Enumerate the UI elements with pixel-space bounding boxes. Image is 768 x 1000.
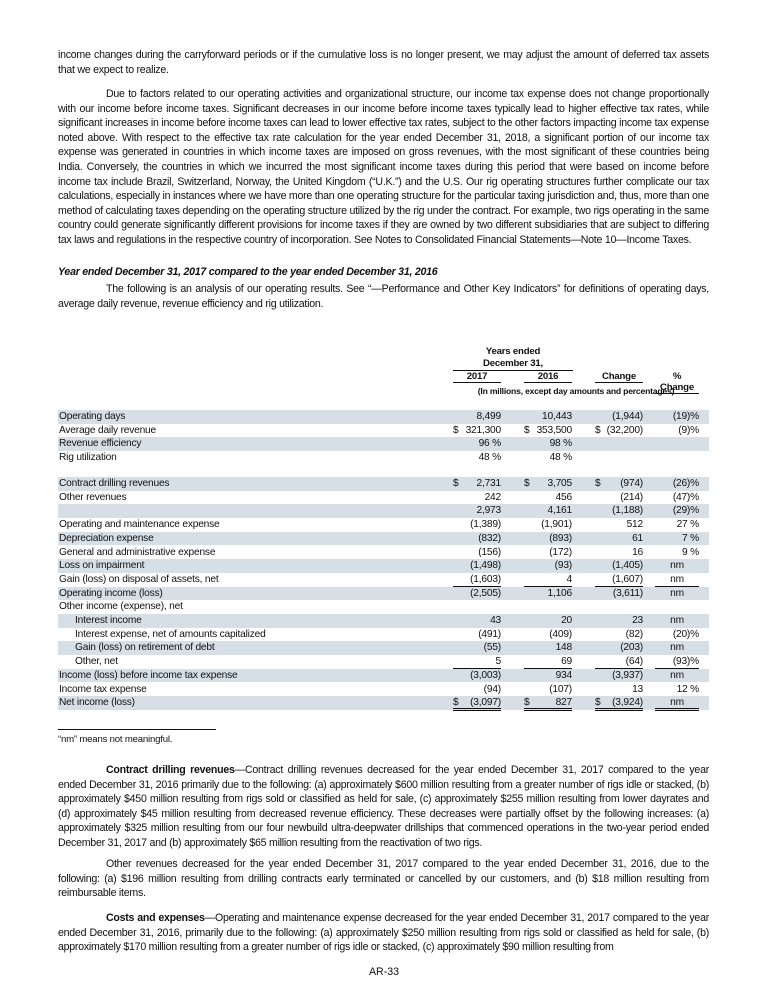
row-label: Operating days	[59, 411, 126, 422]
cell-value: (1,389)	[470, 519, 501, 531]
value-2017	[453, 410, 501, 423]
value-2017	[453, 669, 501, 682]
table-row	[58, 451, 709, 465]
text-costs-and-expenses: —Operating and maintenance expense decreased for the year ended December 31, 2017 compared to the year ended December 31, 2016, primarily due to the following: (a) approximately $250 million resulting from rigs sold or classified as held for sale, (b) approximately $170 million resulting from a greater number of rigs idle or stacked, (c) approximately $90 million resulting from	[58, 912, 709, 954]
value-2017	[453, 559, 501, 572]
value-2016	[524, 587, 572, 600]
cell-value: 12 %	[676, 683, 699, 695]
cell-value: 23	[632, 615, 643, 626]
cell-value: nm	[670, 573, 684, 585]
value-pct-change	[655, 696, 699, 711]
row-label: Operating income (loss)	[59, 587, 163, 599]
header-december-31: December 31,	[483, 358, 543, 369]
cell-value: 512	[626, 519, 643, 531]
cell-value: 3,705	[547, 478, 572, 489]
row-label: Income tax expense	[59, 683, 147, 695]
cell-value: nm	[670, 615, 684, 626]
cell-value: (974)	[620, 478, 643, 489]
cell-value: 2,973	[476, 505, 501, 517]
value-2016	[524, 573, 572, 587]
value-2016	[524, 437, 572, 450]
value-2017	[453, 437, 501, 450]
value-change	[595, 477, 643, 490]
cell-value: 827	[555, 697, 572, 709]
value-2016	[524, 477, 572, 490]
value-pct-change	[655, 424, 699, 437]
cell-value: (3,937)	[612, 669, 643, 681]
cell-value: (832)	[478, 532, 501, 544]
value-2016	[524, 628, 572, 641]
header-years-ended: Years ended	[485, 346, 541, 357]
cell-value: 10,443	[542, 411, 572, 422]
table-row	[58, 683, 709, 697]
cell-value: 353,500	[536, 424, 572, 436]
cell-value: (893)	[549, 532, 572, 544]
row-label: Depreciation expense	[59, 532, 154, 544]
cell-value: (203)	[620, 642, 643, 654]
value-2016	[524, 518, 572, 531]
currency-symbol: $	[453, 424, 459, 436]
paragraph-costs-and-expenses	[58, 911, 709, 955]
currency-symbol: $	[524, 697, 530, 709]
value-2016	[524, 504, 572, 517]
value-pct-change	[655, 546, 699, 559]
value-change	[595, 451, 643, 464]
table-row	[58, 546, 709, 560]
cell-value: (409)	[549, 628, 572, 640]
cell-value: 7 %	[682, 532, 699, 544]
paragraph-other-revenues: Other revenues decreased for the year ended December 31, 2017 compared to the year ended December 31, 2016, due to the following: (a) $196 million resulting from drilling contracts early terminated or cancelled by our customers, and (b) $18 million resulting from reimbursable items.	[58, 858, 709, 900]
row-label: Income (loss) before income tax expense	[59, 669, 238, 681]
value-change	[595, 683, 643, 697]
cell-value: (3,003)	[470, 669, 501, 681]
cell-value: nm	[670, 587, 684, 599]
currency-symbol: $	[595, 424, 601, 436]
row-label: General and administrative expense	[59, 546, 216, 558]
value-2017	[453, 655, 501, 669]
table-row	[58, 477, 709, 491]
cell-value: (2,505)	[470, 587, 501, 599]
cell-value: 48 %	[549, 452, 572, 464]
table-row	[58, 559, 709, 573]
cell-value: 27 %	[676, 519, 699, 531]
value-pct-change	[655, 669, 699, 682]
cell-value: 242	[484, 491, 501, 503]
cell-value: 8,499	[476, 411, 501, 422]
row-label: Revenue efficiency	[59, 438, 142, 450]
value-change	[595, 573, 643, 587]
cell-value: (19)%	[672, 411, 699, 422]
value-pct-change	[655, 491, 699, 505]
cell-value: (214)	[620, 491, 643, 503]
row-label: Other income (expense), net	[59, 601, 183, 613]
header-group	[453, 346, 573, 370]
row-label: Operating and maintenance expense	[59, 519, 220, 531]
cell-value: 98 %	[549, 438, 572, 450]
table-row	[58, 410, 709, 424]
cell-value: (55)	[483, 642, 501, 654]
value-pct-change	[655, 518, 699, 531]
footnote: “nm” means not meaningful.	[58, 734, 173, 745]
text-contract-drilling-revenues: —Contract drilling revenues decreased for the year ended December 31, 2017 compared to the year ended December 31, 2016 primarily due to the following: (a) approximately $600 million resulting from a greater number of rigs idle or stacked, (b) approximately $450 million resulting from rigs sold or classified as held for sale, (c) approximately $255 million resulting from lower dayrates and (d) approximately $45 million resulting from decreased revenue efficiency. These decreases were partially offset by the following increases: (a) approximately $325 million resulting from our four newbuild ultra-deepwater drillships that commenced operations in the two-year period ended December 31, 2017 and (b) approximately $65 million resulting from the reactivation of two rigs.	[58, 764, 709, 849]
row-label: Other, net	[75, 656, 118, 668]
value-change	[595, 437, 643, 450]
paragraph-income-tax-expense: Due to factors related to our operating activities and organizational structure, our income tax expense does not change proportionally with our income before income taxes. Significant decreases in our income before income taxes typically lead to higher effective tax rates, while significant increases in income before income taxes can lead to lower effective tax rates, subject to the other factors impacting income tax expense noted above. With respect to the effective tax rate calculation for the year ended December 31, 2018, a significant portion of our income tax expense was generated in countries in which income taxes are imposed on gross revenues, with the most significant of these countries being India. Conversely, the countries in which we incurred the most significant income taxes during this period that were based on income before income tax include Brazil, Switzerland, Norway, the United Kingdom (“U.K.”) and the U.S. Our rig operating structures further complicate our tax calculations, especially in instances where we have more than one operating structure for the particular taxing jurisdiction and, thus, more than one method of calculating taxes depending on the operating structure utilized by the rig under the contract. For example, two rigs operating in the same country could generate significantly different provisions for income taxes if they are owned by two different subsidiaries that are subject to differing tax laws and regulations in the respective country of incorporation. See Notes to Consolidated Financial Statements—Note 10—Income Taxes.	[58, 88, 709, 246]
value-2017	[453, 641, 501, 654]
row-label: Contract drilling revenues	[59, 478, 170, 489]
row-label: Interest expense, net of amounts capitalized	[75, 628, 266, 640]
row-label: Interest income	[75, 615, 142, 626]
value-2017	[453, 477, 501, 490]
cell-value: (94)	[483, 683, 501, 695]
table-row	[58, 614, 709, 628]
value-change	[595, 546, 643, 559]
paragraph-analysis-intro: The following is an analysis of our operating results. See “—Performance and Other Key Indicators” for definitions of operating days, average daily revenue, revenue efficiency and rig utilization.	[58, 283, 709, 310]
cell-value: (26)%	[672, 478, 699, 489]
value-change	[595, 491, 643, 505]
row-label: Rig utilization	[59, 452, 117, 464]
value-pct-change	[655, 410, 699, 423]
currency-symbol: $	[453, 478, 459, 489]
row-label: Gain (loss) on disposal of assets, net	[59, 573, 219, 585]
table-row	[58, 437, 709, 451]
value-change	[595, 655, 643, 669]
cell-value: nm	[670, 560, 684, 572]
value-2017	[453, 628, 501, 641]
value-change	[595, 424, 643, 437]
value-2016	[524, 669, 572, 682]
heading-costs-and-expenses: Costs and expenses	[106, 912, 205, 924]
cell-value: (3,097)	[470, 697, 501, 709]
cell-value: (107)	[549, 683, 572, 695]
value-pct-change	[655, 655, 699, 669]
currency-symbol: $	[453, 697, 459, 709]
value-2016	[524, 641, 572, 654]
col-header-pct-change: % Change	[655, 371, 699, 394]
value-pct-change	[655, 614, 699, 627]
value-change	[595, 614, 643, 627]
value-2017	[453, 696, 501, 711]
paragraph-contract-drilling-revenues	[58, 763, 709, 851]
cell-value: (20)%	[672, 628, 699, 640]
cell-value: 321,300	[465, 424, 501, 436]
cell-value: (1,498)	[470, 560, 501, 572]
row-label: Gain (loss) on retirement of debt	[75, 642, 215, 654]
cell-value: (491)	[478, 628, 501, 640]
value-change	[595, 696, 643, 711]
cell-value: 456	[555, 491, 572, 503]
row-label: Average daily revenue	[59, 424, 156, 436]
cell-value: (1,607)	[612, 573, 643, 585]
cell-value: (172)	[549, 546, 572, 558]
value-2017	[453, 614, 501, 627]
value-2016	[524, 532, 572, 545]
value-2017	[453, 546, 501, 559]
units-note: (In millions, except day amounts and percentages)	[477, 386, 675, 396]
value-pct-change	[655, 437, 699, 450]
cell-value: nm	[670, 697, 684, 709]
value-2016	[524, 451, 572, 464]
table-row	[58, 504, 709, 518]
currency-symbol: $	[524, 478, 530, 489]
cell-value: 20	[561, 615, 572, 626]
value-2016	[524, 600, 572, 613]
footnote-rule	[58, 729, 216, 730]
heading-contract-drilling-revenues: Contract drilling revenues	[106, 764, 235, 776]
cell-value: (93)	[554, 560, 572, 572]
value-change	[595, 587, 643, 600]
value-change	[595, 559, 643, 572]
table-row	[58, 655, 709, 669]
cell-value: (82)	[625, 628, 643, 640]
page-number: AR-33	[368, 966, 400, 978]
table-row	[58, 518, 709, 532]
cell-value: (93)%	[672, 656, 699, 668]
value-2016	[524, 683, 572, 697]
currency-symbol: $	[524, 424, 530, 436]
cell-value: 4,161	[547, 505, 572, 517]
row-label: Loss on impairment	[59, 560, 145, 572]
table-row	[58, 532, 709, 546]
value-2017	[453, 573, 501, 587]
table-row	[58, 600, 709, 614]
cell-value: (29)%	[672, 505, 699, 517]
value-change	[595, 518, 643, 531]
cell-value: 1,106	[547, 587, 572, 599]
cell-value: nm	[670, 669, 684, 681]
value-2016	[524, 546, 572, 559]
value-pct-change	[655, 683, 699, 697]
cell-value: (1,405)	[612, 560, 643, 572]
cell-value: 43	[490, 615, 501, 626]
cell-value: 9 %	[682, 546, 699, 558]
value-pct-change	[655, 532, 699, 545]
cell-value: 13	[632, 683, 643, 695]
cell-value: 934	[555, 669, 572, 681]
table-row	[58, 641, 709, 655]
value-change	[595, 641, 643, 654]
value-pct-change	[655, 504, 699, 517]
cell-value: (156)	[478, 546, 501, 558]
value-2016	[524, 491, 572, 505]
table-row	[58, 696, 709, 710]
cell-value: (47)%	[672, 491, 699, 503]
cell-value: 69	[561, 656, 572, 668]
col-header-change: Change	[595, 371, 643, 383]
col-header-2016: 2016	[524, 371, 572, 383]
table-row	[58, 573, 709, 587]
value-2017	[453, 451, 501, 464]
value-2017	[453, 587, 501, 600]
value-2016	[524, 424, 572, 437]
value-2016	[524, 696, 572, 711]
table-row	[58, 587, 709, 601]
cell-value: nm	[670, 642, 684, 654]
cell-value: (1,188)	[612, 505, 643, 517]
cell-value: 148	[555, 642, 572, 654]
cell-value: (1,603)	[470, 573, 501, 585]
cell-value: 61	[632, 532, 643, 544]
cell-value: (3,924)	[612, 697, 643, 709]
value-change	[595, 410, 643, 423]
value-2017	[453, 491, 501, 505]
value-pct-change	[655, 600, 699, 613]
value-pct-change	[655, 573, 699, 587]
table-row	[58, 424, 709, 438]
value-2016	[524, 655, 572, 669]
value-2016	[524, 410, 572, 423]
cell-value: 16	[632, 546, 643, 558]
table-row	[58, 669, 709, 683]
value-2017	[453, 504, 501, 517]
paragraph-deferred-tax: income changes during the carryforward periods or if the cumulative loss is no longer present, we may adjust the amount of deferred tax assets that we expect to realize.	[58, 49, 709, 76]
value-change	[595, 532, 643, 545]
value-2016	[524, 614, 572, 627]
value-2017	[453, 424, 501, 437]
row-label: Net income (loss)	[59, 697, 135, 709]
cell-value: (1,901)	[541, 519, 572, 531]
cell-value: 5	[495, 656, 501, 668]
value-change	[595, 628, 643, 641]
cell-value: 96 %	[478, 438, 501, 450]
cell-value: 48 %	[478, 452, 501, 464]
cell-value: (64)	[625, 656, 643, 668]
cell-value: 4	[566, 573, 572, 585]
value-2017	[453, 532, 501, 545]
value-pct-change	[655, 587, 699, 600]
currency-symbol: $	[595, 697, 601, 709]
section-title: Year ended December 31, 2017 compared to the year ended December 31, 2016	[58, 266, 438, 278]
cell-value: (32,200)	[606, 424, 643, 436]
table-row	[58, 491, 709, 505]
col-header-2017: 2017	[453, 371, 501, 383]
value-change	[595, 600, 643, 613]
table-row	[58, 628, 709, 642]
cell-value: (1,944)	[612, 411, 643, 422]
cell-value: (3,611)	[612, 587, 643, 599]
row-label: Other revenues	[59, 491, 127, 503]
value-pct-change	[655, 559, 699, 572]
currency-symbol: $	[595, 478, 601, 489]
cell-value: 2,731	[476, 478, 501, 489]
value-2017	[453, 683, 501, 697]
value-2016	[524, 559, 572, 572]
value-pct-change	[655, 628, 699, 641]
value-2017	[453, 600, 501, 613]
value-pct-change	[655, 477, 699, 490]
value-pct-change	[655, 451, 699, 464]
value-2017	[453, 518, 501, 531]
value-change	[595, 504, 643, 517]
value-change	[595, 669, 643, 682]
cell-value: (9)%	[678, 424, 699, 436]
value-pct-change	[655, 641, 699, 654]
